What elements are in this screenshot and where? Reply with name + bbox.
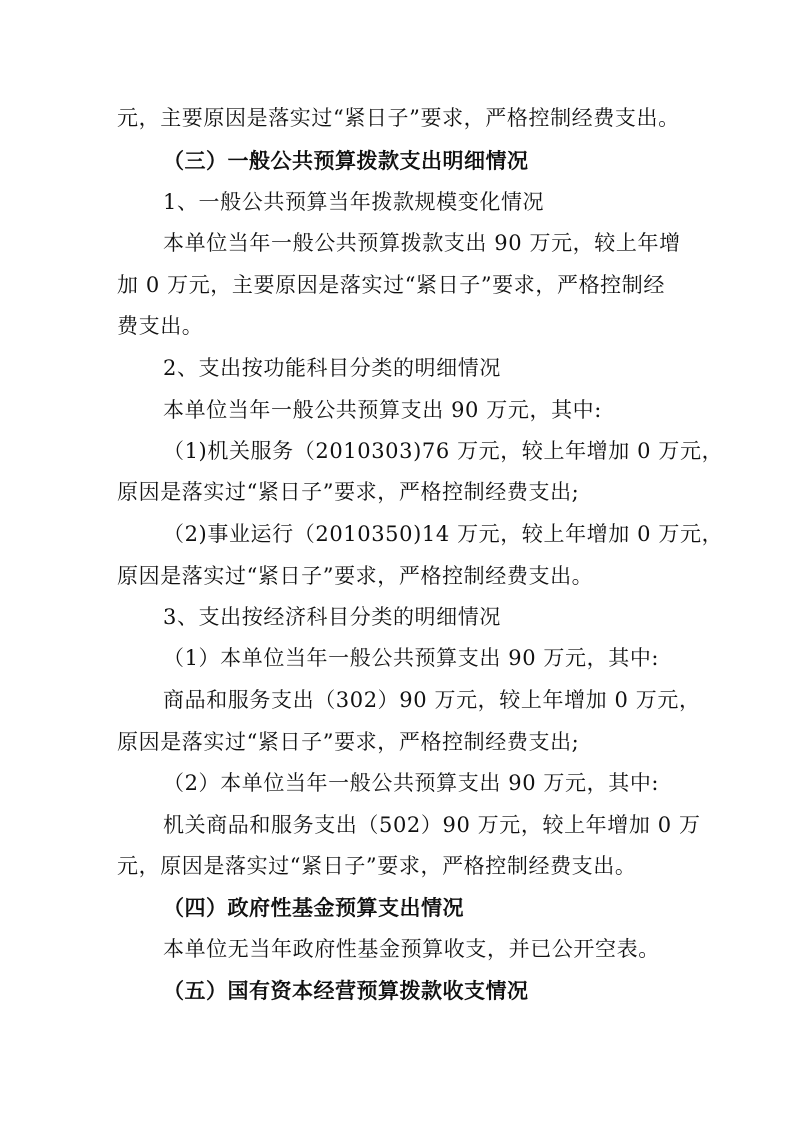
section-heading: （四）政府性基金预算支出情况 xyxy=(163,896,464,920)
paragraph-line: 费支出。 xyxy=(117,314,204,338)
subsection-heading: 2、支出按功能科目分类的明细情况 xyxy=(163,356,501,380)
paragraph-line: （2）本单位当年一般公共预算支出 90 万元，其中: xyxy=(163,771,660,795)
paragraph-line: 本单位当年一般公共预算拨款支出 90 万元，较上年增 xyxy=(163,231,681,255)
paragraph-line: 原因是落实过“紧日子”要求，严格控制经费支出; xyxy=(117,480,580,504)
paragraph-line: 加 0 万元，主要原因是落实过“紧日子”要求，严格控制经 xyxy=(117,273,665,297)
paragraph-line: 商品和服务支出（302）90 万元，较上年增加 0 万元， xyxy=(163,688,701,712)
paragraph-line: 原因是落实过“紧日子”要求，严格控制经费支出; xyxy=(117,730,580,754)
paragraph-line: （2)事业运行（2010350)14 万元，较上年增加 0 万元， xyxy=(163,522,724,546)
paragraph-line: 机关商品和服务支出（502）90 万元，较上年增加 0 万 xyxy=(163,813,701,837)
paragraph-line: （1)机关服务（2010303)76 万元，较上年增加 0 万元， xyxy=(163,439,724,463)
subsection-heading: 3、支出按经济科目分类的明细情况 xyxy=(163,605,501,629)
paragraph-line: 元，主要原因是落实过“紧日子”要求，严格控制经费支出。 xyxy=(117,106,680,130)
subsection-heading: 1、一般公共预算当年拨款规模变化情况 xyxy=(163,190,545,214)
paragraph-line: （1）本单位当年一般公共预算支出 90 万元，其中: xyxy=(163,646,660,670)
section-heading: （五）国有资本经营预算拨款收支情况 xyxy=(163,979,529,1003)
paragraph-line: 元，原因是落实过“紧日子”要求，严格控制经费支出。 xyxy=(117,854,637,878)
paragraph-line: 本单位当年一般公共预算支出 90 万元，其中: xyxy=(163,398,602,422)
section-heading: （三）一般公共预算拨款支出明细情况 xyxy=(163,149,529,173)
paragraph-line: 本单位无当年政府性基金预算收支，并已公开空表。 xyxy=(163,937,660,961)
paragraph-line: 原因是落实过“紧日子”要求，严格控制经费支出。 xyxy=(117,564,594,588)
